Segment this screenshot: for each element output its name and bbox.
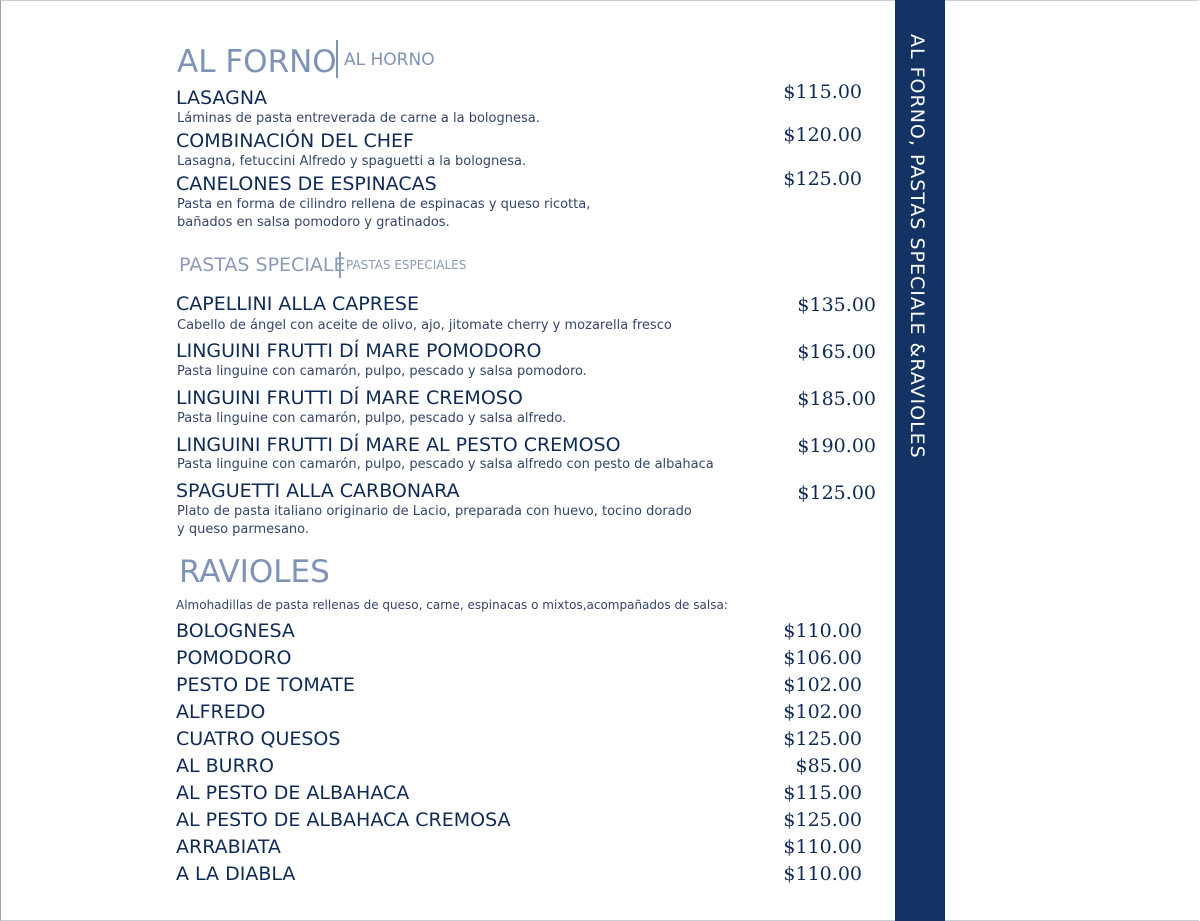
section-title-al-forno: AL FORNO bbox=[177, 44, 337, 80]
menu-item-price: $115.00 bbox=[783, 81, 862, 103]
ravioli-sauce-name: ARRABIATA bbox=[176, 836, 281, 858]
ravioli-sauce-name: BOLOGNESA bbox=[176, 620, 295, 642]
menu-item-name: LINGUINI FRUTTI DÍ MARE CREMOSO bbox=[176, 387, 523, 409]
ravioli-sauce-price: $106.00 bbox=[783, 647, 862, 669]
menu-item-name: CAPELLINI ALLA CAPRESE bbox=[176, 293, 419, 315]
ravioli-sauce-name: POMODORO bbox=[176, 647, 292, 669]
ravioli-sauce-name: ALFREDO bbox=[176, 701, 266, 723]
menu-item-description: Pasta linguine con camarón, pulpo, pescado y salsa pomodoro. bbox=[177, 364, 587, 379]
section-subtitle-pastas-especiales: PASTAS ESPECIALES bbox=[339, 252, 466, 278]
ravioli-sauce-price: $85.00 bbox=[795, 755, 862, 777]
section-subtitle-al-horno: AL HORNO bbox=[336, 40, 435, 78]
menu-item-price: $190.00 bbox=[797, 435, 876, 457]
menu-item-price: $165.00 bbox=[797, 341, 876, 363]
menu-item-description: Pasta linguine con camarón, pulpo, pescado y salsa alfredo. bbox=[177, 411, 567, 426]
section-title-ravioles: RAVIOLES bbox=[179, 554, 330, 590]
ravioli-sauce-price: $110.00 bbox=[783, 620, 862, 642]
ravioli-sauce-name: AL PESTO DE ALBAHACA bbox=[176, 782, 410, 804]
ravioles-intro: Almohadillas de pasta rellenas de queso, carne, espinacas o mixtos,acompañados de salsa: bbox=[176, 598, 728, 612]
menu-item-description: bañados en salsa pomodoro y gratinados. bbox=[177, 215, 450, 230]
menu-item-description: Pasta linguine con camarón, pulpo, pescado y salsa alfredo con pesto de albahaca bbox=[177, 457, 714, 472]
menu-item-name: SPAGUETTI ALLA CARBONARA bbox=[176, 480, 460, 502]
side-label: AL FORNO, PASTAS SPECIALE &RAVIOLES bbox=[906, 34, 928, 459]
menu-item-name: LASAGNA bbox=[176, 87, 268, 109]
menu-item-description: Pasta en forma de cilindro rellena de espinacas y queso ricotta, bbox=[177, 197, 591, 212]
section-title-pastas-speciale: PASTAS SPECIALE bbox=[179, 254, 346, 276]
ravioli-sauce-price: $110.00 bbox=[783, 836, 862, 858]
ravioli-sauce-name: A LA DIABLA bbox=[176, 863, 296, 885]
ravioli-sauce-price: $125.00 bbox=[783, 809, 862, 831]
ravioli-sauce-name: CUATRO QUESOS bbox=[176, 728, 341, 750]
ravioli-sauce-name: AL PESTO DE ALBAHACA CREMOSA bbox=[176, 809, 511, 831]
menu-item-price: $125.00 bbox=[797, 482, 876, 504]
ravioli-sauce-price: $110.00 bbox=[783, 863, 862, 885]
menu-item-name: LINGUINI FRUTTI DÍ MARE AL PESTO CREMOSO bbox=[176, 434, 621, 456]
menu-item-name: COMBINACIÓN DEL CHEF bbox=[176, 130, 414, 152]
ravioli-sauce-price: $102.00 bbox=[783, 701, 862, 723]
menu-item-name: LINGUINI FRUTTI DÍ MARE POMODORO bbox=[176, 340, 542, 362]
ravioli-sauce-price: $125.00 bbox=[783, 728, 862, 750]
menu-item-description: Láminas de pasta entreverada de carne a la bolognesa. bbox=[177, 111, 540, 126]
menu-item-price: $135.00 bbox=[797, 294, 876, 316]
menu-item-description: Lasagna, fetuccini Alfredo y spaguetti a la bolognesa. bbox=[177, 154, 527, 169]
menu-item-price: $185.00 bbox=[797, 388, 876, 410]
ravioli-sauce-price: $115.00 bbox=[783, 782, 862, 804]
menu-item-price: $125.00 bbox=[783, 168, 862, 190]
ravioli-sauce-name: PESTO DE TOMATE bbox=[176, 674, 355, 696]
menu-item-description: Plato de pasta italiano originario de Lacio, preparada con huevo, tocino dorado bbox=[177, 504, 692, 519]
menu-item-description: y queso parmesano. bbox=[177, 522, 310, 537]
menu-item-price: $120.00 bbox=[783, 124, 862, 146]
ravioli-sauce-price: $102.00 bbox=[783, 674, 862, 696]
menu-item-description: Cabello de ángel con aceite de olivo, ajo, jitomate cherry y mozarella fresco bbox=[177, 318, 672, 333]
menu-item-name: CANELONES DE ESPINACAS bbox=[176, 173, 437, 195]
ravioli-sauce-name: AL BURRO bbox=[176, 755, 274, 777]
